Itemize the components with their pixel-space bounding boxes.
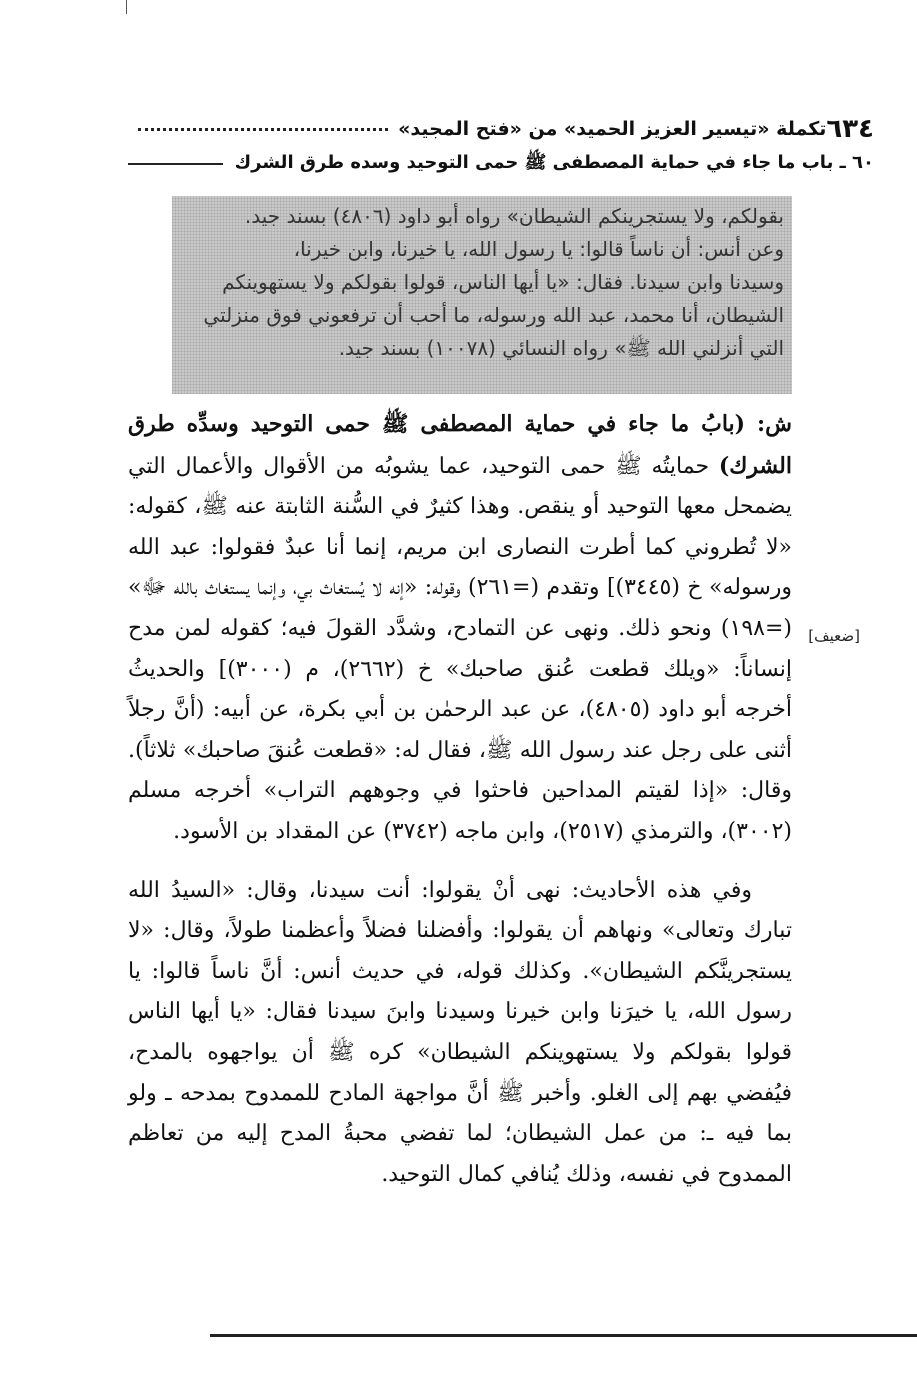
commentary-body: [128, 404, 792, 1195]
shaded-matn-box: [172, 196, 792, 394]
paragraph-gap: [128, 853, 792, 871]
commentary-paragraph-2: وفي هذه الأحاديث: نهى أنْ يقولوا: أنت سيدنا، وقال: «السيدُ الله تبارك وتعالى» ونهاهم أن يقولوا: وأفضلنا فضلاً وأعظمنا طولاً، وقال: «لا يستجرينَّكم الشيطان». وكذلك قوله، في حديث أنس: أنَّ ناساً قالوا: يا رسول الله، يا خيرَنا وابن خيرنا وسيدنا وابنَ سيدنا فقال: «يا أيها الناس قولوا بقولكم ولا يستهوينكم الشيطان» كره ﷺ أن يواجهوه بالمدح، فيُفضي بهم إلى الغلو. وأخبر ﷺ أنَّ مواجهة المادح للممدوح بمدحه ـ ولو بما فيه ـ: من عمل الشيطان؛ لما تفضي محبةُ المدح إليه من تعاظم الممدوح في نفسه، وذلك يُنافي كمال التوحيد.: [128, 877, 792, 1187]
footer-rule: [210, 1334, 917, 1337]
matn-line: وعن أنس: أن ناساً قالوا: يا رسول الله، يا خيرنا، وابن خيرنا،: [293, 237, 784, 261]
running-title: تكملة «تيسير العزيز الحميد» من «فتح المجيد»: [398, 118, 827, 140]
commentary-lead: ش: (بابُ ما جاء في حماية المصطفى ﷺ حمى التوحيد وسدِّه طرق الشرك): [128, 411, 792, 479]
dotted-leader: [138, 128, 388, 131]
chapter-rule: [128, 163, 223, 165]
chapter-title: ٦٠ ـ باب ما جاء في حماية المصطفى ﷺ حمى التوحيد وسده طرق الشرك: [234, 152, 874, 173]
chapter-header: [128, 150, 874, 178]
page-number: ٦٣٤: [826, 114, 874, 144]
scan-mark: [126, 0, 127, 14]
matn-line: بقولكم، ولا يستجرينكم الشيطان» رواه أبو داود (٤٨٠٦) بسند جيد.: [244, 204, 784, 228]
matn-line: وسيدنا وابن سيدنا. فقال: «يا أيها الناس، قولوا بقولكم ولا يستهوينكم: [222, 270, 784, 294]
matn-line: الشيطان، أنا محمد، عبد الله ورسوله، ما أحب أن ترفعوني فوق منزلتي: [203, 303, 784, 327]
commentary-text: حمايتُه ﷺ حمى التوحيد، عما يشوبُه من الأقوال والأعمال التي يضمحل معها التوحيد أو ينقص. وهذا كثيرٌ في السُّنة الثابتة عنه ﷺ، كقوله: «لا تُطروني كما أطرت النصارى ابن مريم، إنما أنا عبدٌ فقولوا: عبد الله ورسوله» خ (٣٤٤٥)] وتقدم (=٢٦١) وقوله: «إنه لا يُستغاث بي، وإنما يستغاث بالله ﷻ» (=١٩٨) ونحو ذلك. ونهى عن التمادح، وشدَّد القولَ فيه؛ كقوله لمن مدح إنساناً: «ويلك قطعت عُنق صاحبك» خ (٢٦٦٢)، م (٣٠٠٠)] والحديثُ أخرجه أبو داود (٤٨٠٥)، عن عبد الرحمٰن بن أبي بكرة، عن أبيه: (أنَّ رجلاً أثنى على رجل عند رسول الله ﷺ، فقال له: «قطعت عُنقَ صاحبك» ثلاثاً). وقال: «إذا لقيتم المداحين فاحثوا في وجوههم التراب» أخرجه مسلم (٣٠٠٢)، والترمذي (٢٥١٧)، وابن ماجه (٣٧٤٢) عن المقداد بن الأسود.: [128, 453, 793, 844]
page-header: [128, 114, 874, 144]
running-title-row: [128, 118, 826, 140]
margin-note-daif: [ضعيف]: [808, 627, 860, 645]
commentary-paragraph-1: [128, 404, 792, 853]
matn-line: التي أنزلني الله ﷺ» رواه النسائي (١٠٠٧٨) بسند جيد.: [338, 336, 784, 360]
